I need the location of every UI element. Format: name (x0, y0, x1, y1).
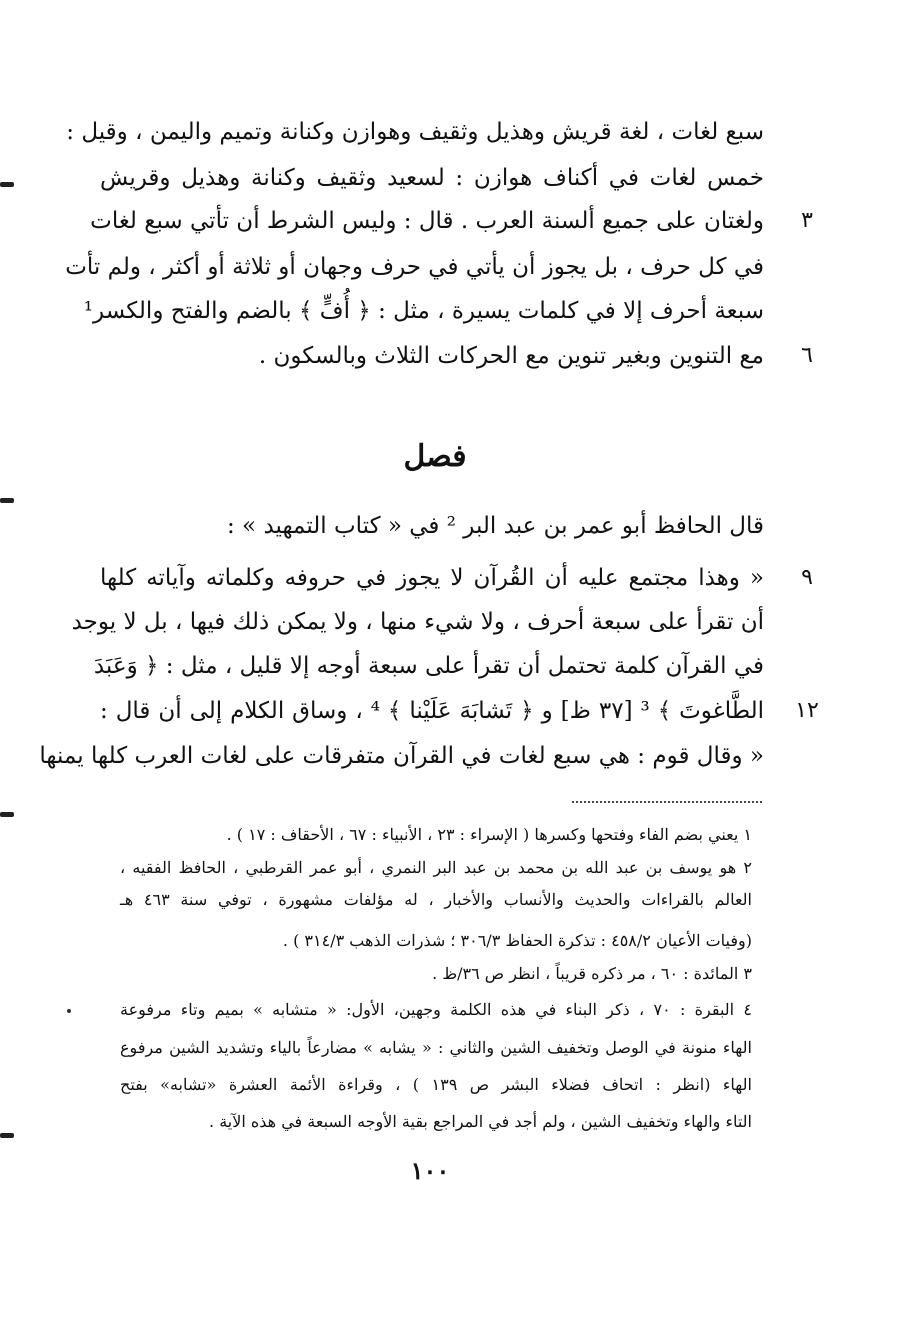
quote-line: « وقال قوم : هي سبع لغات في القرآن متفرقات على لغات العرب كلها يمنها (39, 743, 764, 769)
footnote-line: ١ يعني بضم الفاء وفتحها وكسرها ( الإسراء : ٢٣ ، الأنبياء : ٦٧ ، الأحقاف : ١٧ ) . (226, 825, 752, 844)
binding-mark (0, 1133, 14, 1138)
line-number: ٣ (801, 208, 813, 233)
quote-line: الطَّاغوتَ ﴾ ³ [٣٧ ظ] و ﴿ تَشابَهَ عَلَيْنا ﴾ ⁴ ، وساق الكلام إلى أن قال : (100, 698, 764, 724)
body-line: خمس لغات في أكناف هوازن : لسعيد وثقيف وكنانة وهذيل وقريش (100, 165, 764, 191)
scan-speck (67, 1009, 71, 1013)
body-line: سبعة أحرف إلا في كلمات يسيرة ، مثل : ﴿ أُفٍّ ﴾ بالضم والفتح والكسر¹ (83, 298, 764, 324)
quote-intro: قال الحافظ أبو عمر بن عبد البر ² في « كتاب التمهيد » : (227, 513, 764, 539)
footnote-line: ٣ المائدة : ٦٠ ، مر ذكره قريباً ، انظر ص ٣٦/ظ . (432, 964, 752, 983)
quote-line: أن تقرأ على سبعة أحرف ، ولا شيء منها ، ولا يمكن ذلك فيها ، بل لا يوجد (71, 609, 764, 635)
body-line: مع التنوين وبغير تنوين مع الحركات الثلاث وبالسكون . (258, 343, 764, 369)
binding-mark (0, 498, 14, 503)
binding-mark (0, 812, 14, 817)
line-number: ١٢ (795, 698, 819, 723)
body-line: سبع لغات ، لغة قريش وهذيل وثقيف وهوازن وكنانة وتميم واليمن ، وقيل : (66, 119, 764, 145)
section-heading: فصل (403, 439, 467, 474)
line-number: ٩ (801, 565, 813, 590)
footnote-line: (وفيات الأعيان ٤٥٨/٢ : تذكرة الحفاظ ٣٠٦/٣ ؛ شذرات الذهب ٣١٤/٣ ) . (282, 931, 752, 950)
footnote-line: ٢ هو يوسف بن عبد الله بن محمد بن عبد البر النمري ، أبو عمر القرطبي ، الحافظ الفقيه ، (120, 858, 752, 877)
body-line: في كل حرف ، بل يجوز أن يأتي في حرف وجهان أو ثلاثة أو أكثر ، ولم تأت (65, 254, 764, 280)
footnote-separator (572, 801, 762, 803)
page-number: ١٠٠ (410, 1156, 450, 1185)
footnote-line: الهاء (انظر : اتحاف فضلاء البشر ص ١٣٩ ) ، وقراءة الأئمة العشرة «تشابه» بفتح (120, 1075, 752, 1094)
footnote-line: التاء والهاء وتخفيف الشين ، ولم أجد في المراجع بقية الأوجه السبعة في هذه الآية . (209, 1112, 752, 1131)
quote-line: « وهذا مجتمع عليه أن القُرآن لا يجوز في حروفه وكلماته وآياته كلها (100, 565, 764, 591)
footnote-line: الهاء منونة في الوصل وتخفيف الشين والثاني : « يشابه » مضارعاً بالياء وتشديد الشين مرفوع (120, 1038, 752, 1057)
line-number: ٦ (801, 343, 813, 368)
binding-mark (0, 182, 14, 187)
footnote-line: ٤ البقرة : ٧٠ ، ذكر البناء في هذه الكلمة وجهين، الأول: « متشابه » بميم وتاء مرفوعة (120, 1000, 752, 1019)
quote-line: في القرآن كلمة تحتمل أن تقرأ على سبعة أوجه إلا قليل ، مثل : ﴿ وَعَبَدَ (93, 653, 764, 679)
body-line: ولغتان على جميع ألسنة العرب . قال : وليس الشرط أن تأتي سبع لغات (90, 208, 764, 234)
footnote-line: العالم بالقراءات والحديث والأنساب والأخبار ، له مؤلفات مشهورة ، توفي سنة ٤٦٣ هـ (120, 890, 752, 909)
